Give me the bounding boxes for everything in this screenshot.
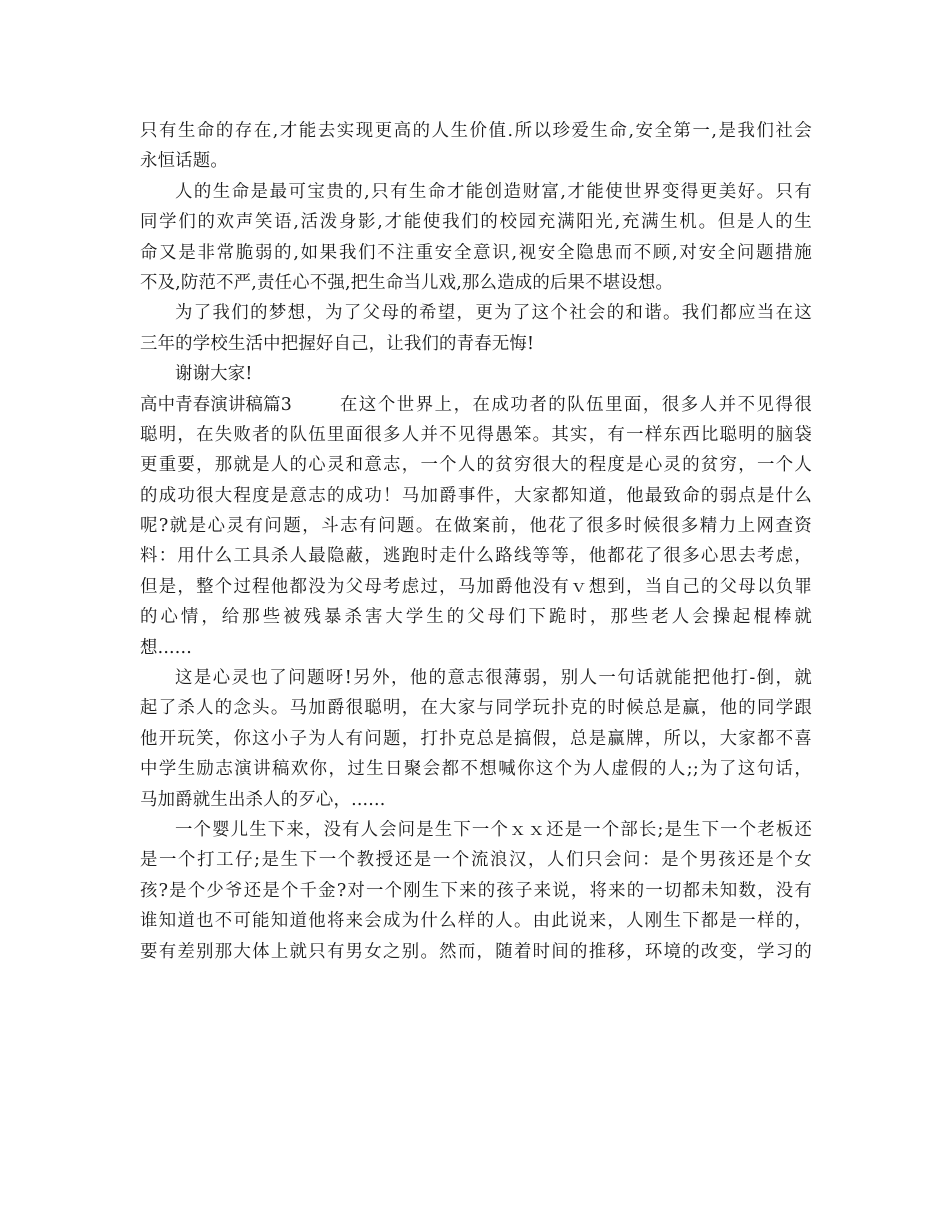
text-line: 的成功很大程度是意志的成功！马加爵事件，大家都知道，他最致命的弱点是什么	[140, 485, 812, 506]
text-line: 命又是非常脆弱的,如果我们不注重安全意识,视安全隐患而不顾,对安全问题措施	[140, 242, 812, 263]
text-line: 只有生命的存在,才能去实现更高的人生价值.所以珍爱生命,安全第一,是我们社会	[140, 121, 812, 141]
text-line: 是一个打工仔;是生下一个教授还是一个流浪汉，人们只会问：是个男孩还是个女	[140, 850, 812, 871]
text-line: 更重要，那就是人的心灵和意志，一个人的贫穷很大的程度是心灵的贫穷，一个人	[140, 455, 812, 476]
text-line: 要有差别那大体上就只有男女之别。然而，随着时间的推移，环境的改变，学习的	[140, 941, 812, 962]
text-line: 谢谢大家!	[175, 364, 253, 385]
text-line: 谁知道也不可能知道他将来会成为什么样的人。由此说来，人刚生下都是一样的，	[140, 911, 812, 932]
text-line: 中学生励志演讲稿欢你，过生日聚会都不想喊你这个为人虚假的人;;为了这句话，	[140, 759, 812, 780]
document-body	[140, 116, 812, 967]
text-line: 他开玩笑，你这小子为人有问题，打扑克总是搞假，总是赢牌，所以，大家都不喜	[140, 728, 812, 749]
text-line: 但是，整个过程他都没为父母考虑过，马加爵他没有ｖ想到，当自己的父母以负罪	[140, 576, 812, 597]
text-line: 人的生命是最可宝贵的,只有生命才能创造财富,才能使世界变得更美好。只有	[175, 181, 812, 202]
text-line: 马加爵就生出杀人的歹心，......	[140, 789, 386, 810]
text-line: 呢?就是心灵有问题，斗志有问题。在做案前，他花了很多时候很多精力上网查资	[140, 516, 812, 537]
text-line: 料：用什么工具杀人最隐蔽，逃跑时走什么路线等等，他都花了很多心思去考虑，	[140, 546, 812, 567]
text-line: 起了杀人的念头。马加爵很聪明，在大家与同学玩扑克的时候总是赢，他的同学跟	[140, 698, 812, 719]
text-line: 想......	[140, 637, 192, 658]
text-line: 不及,防范不严,责任心不强,把生命当儿戏,那么造成的后果不堪设想。	[140, 272, 674, 293]
text-line: 孩?是个少爷还是个千金?对一个刚生下来的孩子来说，将来的一切都未知数，没有	[140, 880, 812, 901]
section-heading-line	[140, 390, 812, 420]
text-line: 三年的学校生活中把握好自己，让我们的青春无悔!	[140, 333, 535, 354]
text-line: 聪明，在失败者的队伍里面很多人并不见得愚笨。其实，有一样东西比聪明的脑袋	[140, 424, 812, 445]
text-line: 永恒话题。	[140, 151, 228, 172]
text-line: 为了我们的梦想，为了父母的希望，更为了这个社会的和谐。我们都应当在这	[175, 303, 812, 324]
text-line: 的心情，给那些被残暴杀害大学生的父母们下跪时，那些老人会操起棍棒就	[140, 607, 812, 628]
section-heading: 高中青春演讲稿篇3	[140, 394, 292, 415]
text-line: 一个婴儿生下来，没有人会问是生下一个ｘｘ还是一个部长;是生下一个老板还	[175, 819, 812, 840]
text-line: 在这个世界上，在成功者的队伍里面，很多人并不见得很	[340, 394, 812, 415]
text-line: 这是心灵也了问题呀!另外，他的意志很薄弱，别人一句话就能把他打-倒，就	[175, 668, 812, 689]
text-line: 同学们的欢声笑语,活泼身影,才能使我们的校园充满阳光,充满生机。但是人的生	[140, 212, 812, 233]
